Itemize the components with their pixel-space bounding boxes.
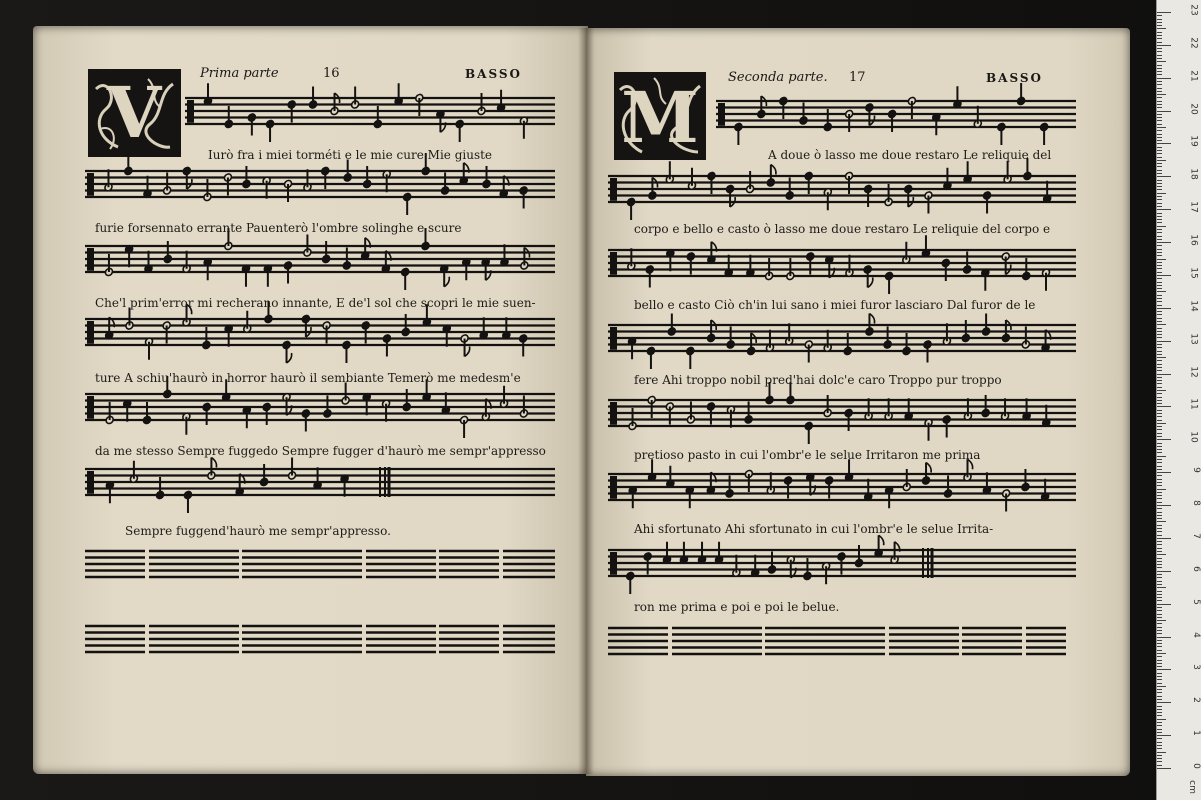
ruler-tick: [1157, 669, 1171, 670]
ruler-tick: [1157, 111, 1171, 112]
music-staff: [608, 168, 1076, 218]
ornamental-initial-v: [88, 69, 181, 157]
ruler-label: 8: [1191, 500, 1201, 506]
ruler-label: 13: [1188, 332, 1199, 345]
book-gutter: [578, 28, 594, 774]
ruler-label: 4: [1191, 631, 1201, 638]
ruler-label: 10: [1188, 431, 1199, 444]
lyric-line: ron me prima e poi e poi le belue.: [634, 600, 840, 614]
lyric-line: ture A schiu'haurò in horror haurò il sembiante Temerò me medesm'e: [95, 371, 521, 385]
music-staff: [608, 317, 1076, 367]
ruler-tick: [1157, 176, 1171, 177]
blank-staff: [608, 620, 1066, 670]
page-number: 17: [849, 70, 866, 85]
music-staff: [85, 238, 555, 288]
ruler-tick: [1157, 45, 1171, 46]
ruler-label: 0: [1191, 763, 1201, 769]
part-label: Prima parte: [200, 66, 279, 81]
ruler-label: 7: [1191, 533, 1201, 539]
ruler-tick: [1157, 209, 1171, 210]
lyric-line: furie forsennato errante Pauenterò l'ombre solinghe e scure: [95, 221, 462, 235]
ruler-label: 5: [1191, 598, 1201, 605]
voice-label: BASSO: [986, 71, 1043, 85]
ruler-label: 14: [1188, 300, 1199, 312]
ruler-tick: [1157, 78, 1171, 79]
ruler-label: 21: [1188, 70, 1199, 82]
voice-label: BASSO: [465, 67, 522, 81]
ruler-tick: [1157, 308, 1171, 309]
ruler-label: 20: [1188, 102, 1199, 115]
measuring-ruler: [1156, 0, 1201, 800]
lyric-line: bello e casto Ciò ch'in lui sano i miei furor lasciaro Dal furor de le: [634, 298, 1036, 312]
ruler-tick: [1157, 604, 1171, 605]
ruler-label: 1: [1191, 730, 1201, 736]
lyric-line: corpo e bello e casto ò lasso me doue restaro Le reliquie del corpo e: [634, 222, 1051, 236]
ruler-tick: [1157, 735, 1171, 736]
music-staff: [608, 242, 1076, 292]
ornamental-initial-m: [614, 72, 706, 160]
ruler-label: 19: [1188, 135, 1199, 148]
music-staff: [716, 93, 1076, 143]
ruler-label: 15: [1188, 267, 1199, 279]
lyric-line: Che'l prim'error mi recherano innante, E de'l sol che scopri le mie suen-: [95, 296, 536, 310]
ruler-label: 16: [1188, 234, 1199, 246]
ruler-tick: [1157, 242, 1171, 243]
ruler-tick: [1157, 768, 1171, 769]
ruler-unit: cm: [1187, 780, 1198, 794]
ruler-tick: [1157, 12, 1171, 13]
ruler-label: 9: [1191, 467, 1201, 474]
music-staff: [608, 392, 1076, 442]
ruler-tick: [1157, 143, 1171, 144]
ruler-label: 17: [1188, 201, 1199, 213]
ruler-label: 2: [1191, 697, 1201, 704]
ruler-label: 6: [1191, 565, 1201, 572]
ruler-tick: [1157, 439, 1171, 440]
lyric-line: pretioso pasto in cui l'ombr'e le selue Irritaron me prima: [634, 448, 981, 462]
lyric-line: da me stesso Sempre fuggedo Sempre fugger d'haurò me sempr'appresso: [95, 444, 546, 458]
ruler-tick: [1157, 637, 1171, 638]
ruler-tick: [1157, 505, 1171, 506]
blank-staff: [85, 618, 555, 668]
lyric-line: fere Ahi troppo nobil pred'hai dolc'e caro Troppo pur troppo: [634, 373, 1002, 387]
music-staff: [85, 311, 555, 361]
ruler-tick: [1157, 472, 1171, 473]
ruler-label: 11: [1188, 398, 1199, 411]
music-staff: [608, 542, 1076, 592]
music-staff: [185, 90, 555, 140]
music-staff: [85, 163, 555, 213]
music-staff: [85, 386, 555, 436]
blank-staff: [85, 543, 555, 593]
music-staff: [85, 461, 555, 511]
ruler-tick: [1157, 702, 1171, 703]
ruler-tick: [1157, 538, 1171, 539]
ruler-tick: [1157, 406, 1171, 407]
lyric-line: Sempre fuggend'haurò me sempr'appresso.: [125, 524, 391, 538]
initial-letter-v: V: [106, 71, 162, 154]
initial-letter-m: M: [621, 76, 699, 159]
ruler-label: 22: [1188, 37, 1199, 49]
ruler-label: 23: [1188, 4, 1199, 16]
ruler-tick: [1157, 374, 1171, 375]
lyric-line: Ahi sfortunato Ahi sfortunato in cui l'ombr'e le selue Irrita-: [634, 522, 994, 536]
ruler-tick: [1157, 341, 1171, 342]
right-page: [586, 28, 1130, 776]
ruler-tick: [1157, 571, 1171, 572]
ruler-label: 12: [1188, 365, 1199, 378]
page-number: 16: [323, 66, 340, 81]
lyric-line: A doue ò lasso me doue restaro Le reliquie del: [768, 148, 1052, 162]
ruler-label: 18: [1188, 168, 1199, 181]
part-label: Seconda parte.: [728, 70, 828, 85]
left-page: [33, 26, 588, 774]
music-staff: [608, 466, 1076, 516]
lyric-line: Iurò fra i miei torméti e le mie cure Mie giuste: [208, 148, 493, 162]
ruler-tick: [1157, 275, 1171, 276]
ruler-label: 3: [1191, 664, 1201, 671]
